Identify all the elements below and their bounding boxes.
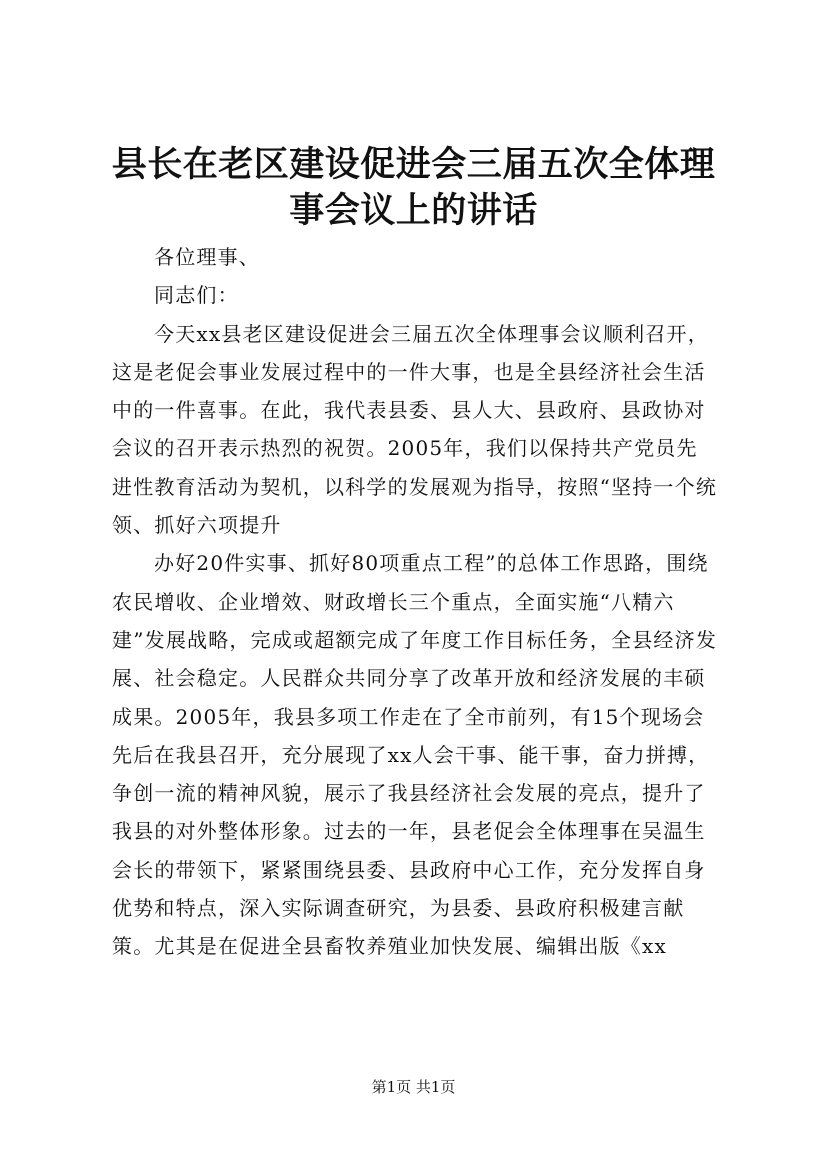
document-body: [112, 238, 718, 966]
body-paragraph: 办好20件实事、抓好80项重点工程”的总体工作思路，围绕农民增收、企业增效、财政增长三个重点，全面实施“八精六建”发展战略，完成或超额完成了年度工作目标任务，全县经济发展、社会稳定。人民群众共同分享了改革开放和经济发展的丰硕成果。2005年，我县多项工作走在了全市前列，有15个现场会先后在我县召开，充分展现了xx人会干事、能干事，奋力拼搏，争创一流的精神风貌，展示了我县经济社会发展的亮点，提升了我县的对外整体形象。过去的一年，县老促会全体理事在吴温生会长的带领下，紧紧围绕县委、县政府中心工作，充分发挥自身优势和特点，深入实际调查研究，为县委、县政府积极建言献策。尤其是在促进全县畜牧养殖业加快发展、编辑出版《xx: [112, 551, 718, 959]
page-number-footer: 第1页 共1页: [371, 1078, 456, 1096]
body-paragraph: 今天xx县老区建设促进会三届五次全体理事会议顺利召开，这是老促会事业发展过程中的一件大事，也是全县经济社会生活中的一件喜事。在此，我代表县委、县人大、县政府、县政协对会议的召开表示热烈的祝贺。2005年，我们以保持共产党员先进性教育活动为契机，以科学的发展观为指导，按照“坚持一个统领、抓好六项提升: [112, 321, 718, 538]
document-title: 县长在老区建设促进会三届五次全体理事会议上的讲话: [111, 144, 716, 231]
salutation-line: 同志们：: [154, 283, 239, 308]
salutation-line: 各位理事、: [154, 245, 260, 269]
